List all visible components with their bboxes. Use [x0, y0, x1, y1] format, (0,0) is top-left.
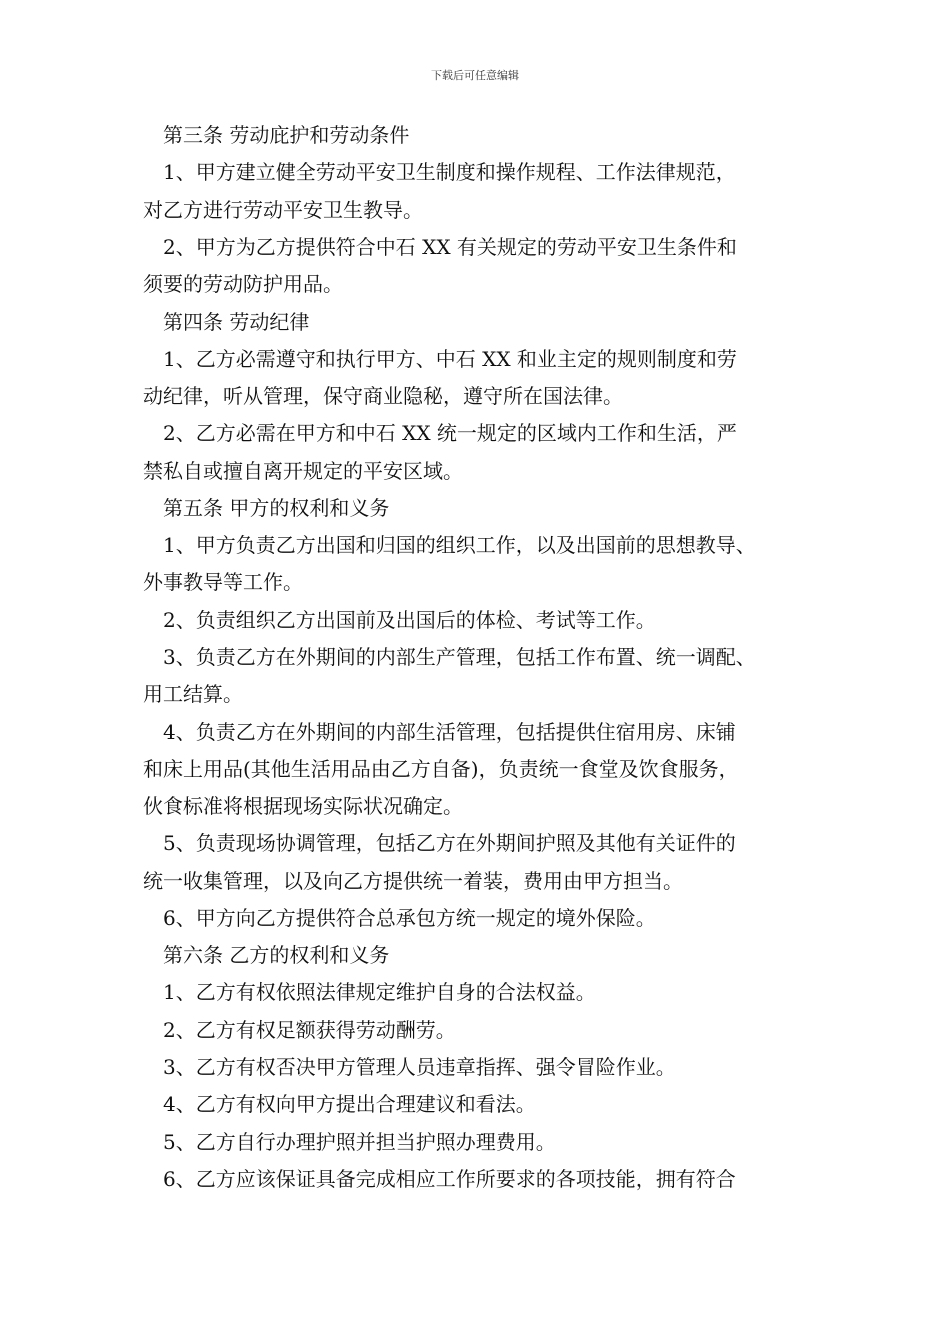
heading-article-5: 第五条 甲方的权利和义务	[163, 496, 390, 520]
paragraph-line: 3、负责乙方在外期间的内部生产管理，包括工作布置、统一调配、	[163, 645, 756, 669]
paragraph-line: 5、乙方自行办理护照并担当护照办理费用。	[163, 1130, 556, 1154]
heading-article-6: 第六条 乙方的权利和义务	[163, 943, 390, 967]
paragraph-line: 和床上用品(其他生活用品由乙方自备)，负责统一食堂及饮食服务，	[143, 757, 739, 781]
heading-article-3: 第三条 劳动庇护和劳动条件	[163, 123, 410, 147]
paragraph-line: 伙食标准将根据现场实际状况确定。	[143, 794, 463, 818]
paragraph-line: 2、负责组织乙方出国前及出国后的体检、考试等工作。	[163, 608, 656, 632]
paragraph-line: 2、甲方为乙方提供符合中石 XX 有关规定的劳动平安卫生条件和	[163, 235, 737, 259]
paragraph-line: 4、负责乙方在外期间的内部生活管理，包括提供住宿用房、床铺	[163, 720, 736, 744]
paragraph-line: 外事教导等工作。	[143, 570, 303, 594]
paragraph-line: 2、乙方必需在甲方和中石 XX 统一规定的区域内工作和生活，严	[163, 421, 737, 445]
paragraph-line: 须要的劳动防护用品。	[143, 272, 343, 296]
paragraph-line: 1、乙方必需遵守和执行甲方、中石 XX 和业主定的规则制度和劳	[163, 347, 737, 371]
paragraph-line: 1、甲方负责乙方出国和归国的组织工作，以及出国前的思想教导、	[163, 533, 756, 557]
paragraph-line: 5、负责现场协调管理，包括乙方在外期间护照及其他有关证件的	[163, 831, 736, 855]
paragraph-line: 用工结算。	[143, 682, 243, 706]
paragraph-line: 禁私自或擅自离开规定的平安区域。	[143, 459, 463, 483]
paragraph-line: 1、甲方建立健全劳动平安卫生制度和操作规程、工作法律规范，	[163, 160, 736, 184]
paragraph-line: 2、乙方有权足额获得劳动酬劳。	[163, 1018, 456, 1042]
paragraph-line: 6、甲方向乙方提供符合总承包方统一规定的境外保险。	[163, 906, 656, 930]
paragraph-line: 6、乙方应该保证具备完成相应工作所要求的各项技能，拥有符合	[163, 1167, 736, 1191]
paragraph-line: 对乙方进行劳动平安卫生教导。	[143, 198, 423, 222]
page-header-note: 下载后可任意编辑	[431, 69, 519, 82]
heading-article-4: 第四条 劳动纪律	[163, 310, 310, 334]
paragraph-line: 统一收集管理，以及向乙方提供统一着装，费用由甲方担当。	[143, 869, 683, 893]
paragraph-line: 1、乙方有权依照法律规定维护自身的合法权益。	[163, 980, 596, 1004]
paragraph-line: 动纪律，听从管理，保守商业隐秘，遵守所在国法律。	[143, 384, 623, 408]
paragraph-line: 3、乙方有权否决甲方管理人员违章指挥、强令冒险作业。	[163, 1055, 676, 1079]
paragraph-line: 4、乙方有权向甲方提出合理建议和看法。	[163, 1092, 536, 1116]
